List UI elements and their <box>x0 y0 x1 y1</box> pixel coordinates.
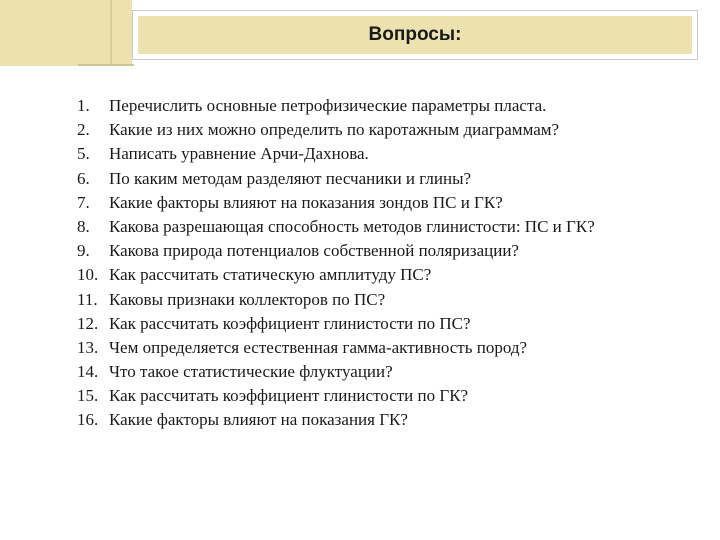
question-item <box>77 191 697 215</box>
slide-title: Вопросы: <box>368 24 462 45</box>
corner-decoration <box>0 0 132 66</box>
question-text: Написать уравнение Арчи-Дахнова. <box>109 144 369 164</box>
question-text: Как рассчитать статическую амплитуду ПС? <box>109 265 432 285</box>
question-text: Какие из них можно определить по каротажным диаграммам? <box>109 120 560 140</box>
question-number: 1. <box>77 96 90 115</box>
question-item <box>77 239 697 263</box>
question-item <box>77 384 697 408</box>
question-number: 13. <box>77 337 99 357</box>
question-number: 2. <box>77 120 90 140</box>
question-number: 11. <box>77 289 98 309</box>
question-text: Чем определяется естественная гамма-активность пород? <box>109 337 528 357</box>
question-text: Какова разрешающая способность методов глинистости: ПС и ГК? <box>109 216 595 236</box>
question-text: Каковы признаки коллекторов по ПС? <box>109 289 386 309</box>
question-item <box>77 142 697 166</box>
question-number: 10. <box>77 265 99 285</box>
corner-divider-vertical <box>110 0 112 66</box>
question-text: Как рассчитать коэффициент глинистости по ГК? <box>109 386 469 406</box>
question-item <box>77 336 697 360</box>
question-text: Перечислить основные петрофизические параметры пласта. <box>109 96 547 115</box>
question-item <box>77 215 697 239</box>
question-text: Какие факторы влияют на показания ГК? <box>109 410 408 430</box>
question-text: Какова природа потенциалов собственной поляризации? <box>109 241 519 261</box>
question-item <box>77 118 697 142</box>
corner-divider-horizontal <box>78 64 134 66</box>
question-number: 6. <box>77 168 90 188</box>
question-number: 9. <box>77 241 90 261</box>
question-text: Что такое статистические флуктуации? <box>109 362 393 382</box>
question-item <box>77 94 697 118</box>
question-number: 7. <box>77 192 90 212</box>
question-number: 8. <box>77 216 90 236</box>
question-text: Какие факторы влияют на показания зондов ПС и ГК? <box>109 192 503 212</box>
question-number: 5. <box>77 144 90 164</box>
question-item <box>77 408 697 432</box>
question-item <box>77 167 697 191</box>
question-text: По каким методам разделяют песчаники и глины? <box>109 168 472 188</box>
question-list <box>77 94 697 433</box>
question-number: 14. <box>77 362 99 382</box>
question-item <box>77 360 697 384</box>
question-number: 16. <box>77 410 99 430</box>
question-text: Как рассчитать коэффициент глинистости по ПС? <box>109 313 471 333</box>
question-item <box>77 288 697 312</box>
question-item <box>77 312 697 336</box>
question-number: 15. <box>77 386 99 406</box>
question-number: 12. <box>77 313 99 333</box>
question-item <box>77 263 697 287</box>
